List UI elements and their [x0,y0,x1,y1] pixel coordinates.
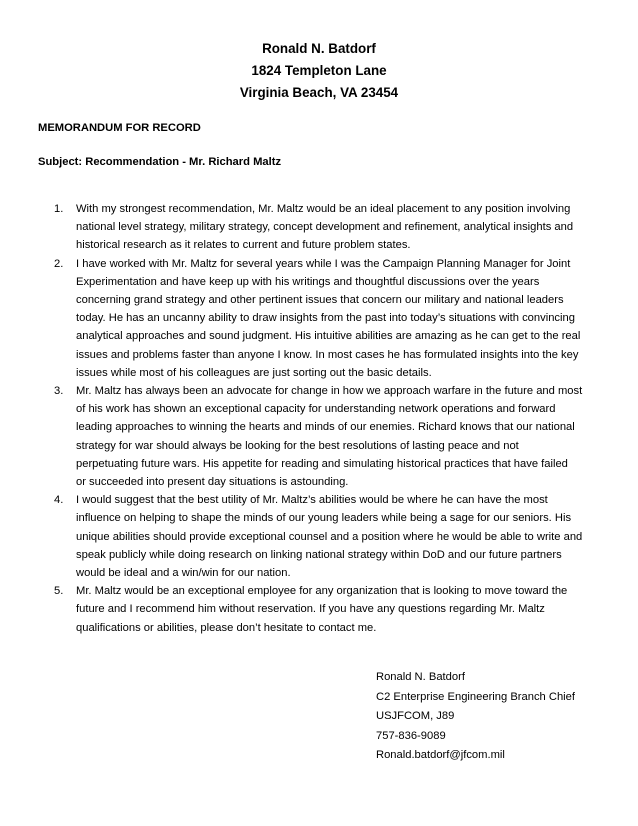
list-item-line: I would suggest that the best utility of Mr. Maltz’s abilities would be where he can have the most [76,494,548,507]
letterhead-street: 1824 Templeton Lane [251,63,387,78]
list-item [0,200,638,255]
list-item [0,255,638,382]
signature-block [376,668,575,766]
signature-phone: 757-836-9089 [376,729,446,742]
list-item-line: would be ideal and a win/win for our nation. [76,567,291,580]
list-item-line: Experimentation and have keep up with his writings and thoughtful discussions over the years [76,275,540,288]
list-item-line: influence on helping to shape the minds of our young leaders while being a sage for our seniors. His [76,512,572,525]
list-item-line: analytical approaches and sound judgment. His intuitive abilities are amazing as he can get to the real [76,330,581,343]
letterhead [0,38,638,104]
list-item-number: 3. [54,385,64,398]
list-item-number: 4. [54,494,64,507]
list-item-number: 1. [54,203,64,215]
letterhead-city: Virginia Beach, VA 23454 [239,85,399,100]
list-item-line: strategy for war should always be looking for the best resolutions of lasting peace and not [76,439,519,452]
list-item-line: national level strategy, military strategy, concept development and refinement, analytical insights and [76,221,574,234]
list-item-line: or succeeded into present day situations is astounding. [76,476,349,489]
subject-line: Subject: Recommendation - Mr. Richard Maltz [38,156,282,168]
list-item-line: future and I recommend him without reservation. If you have any questions regarding Mr. Maltz [76,603,545,616]
memo-title: MEMORANDUM FOR RECORD [38,122,201,134]
list-item-line: leading approaches to winning the hearts and minds of our enemies. Richard knows that our national [76,421,575,434]
letterhead-name: Ronald N. Batdorf [262,41,376,56]
signature-title: C2 Enterprise Engineering Branch Chief [376,690,575,703]
signature-org: USJFCOM, J89 [376,710,455,722]
list-item-line: qualifications or abilities, please don’t hesitate to contact me. [76,621,377,634]
list-item-line: today. He has an uncanny ability to draw insights from the past into today’s situations with convincing [76,312,575,325]
list-item-line: of his work has shown an exceptional capacity for understanding network operations and forward [76,403,556,416]
list-item-line: Mr. Maltz has always been an advocate for change in how we approach warfare in the future and most [76,385,583,398]
list-item-line: perpetuating future wars. His appetite for reading and simulating historical practices that have failed [76,457,568,470]
signature-name: Ronald N. Batdorf [376,671,465,683]
list-item-line: issues and problems faster than anyone I know. In most cases he has formulated insights into the key [76,348,579,361]
list-item-line: unique abilities should provide exceptional counsel and a position where he would be able to write and [76,530,583,543]
list-item [0,491,638,582]
list-item [0,382,638,491]
list-item-line: With my strongest recommendation, Mr. Maltz would be an ideal placement to any position involving [76,203,571,215]
list-item-number: 5. [54,585,64,598]
list-item-line: historical research as it relates to current and future problem states. [76,239,411,252]
signature-email: Ronald.batdorf@jfcom.mil [376,749,505,761]
list-item-number: 2. [54,257,64,270]
list-item-line: I have worked with Mr. Maltz for several years while I was the Campaign Planning Manager for Joint [76,257,571,270]
list-item-line: concerning grand strategy and other pertinent issues that concern our military and national leaders [76,294,564,307]
list-item-line: speak publicly while doing research on linking national strategy within DoD and our future partners [76,548,562,561]
list-item-line: issues while most of his colleagues are just sorting out the basic details. [76,366,432,379]
recommendation-list [0,200,638,637]
list-item [0,582,638,637]
list-item-line: Mr. Maltz would be an exceptional employee for any organization that is looking to move toward the [76,585,568,598]
